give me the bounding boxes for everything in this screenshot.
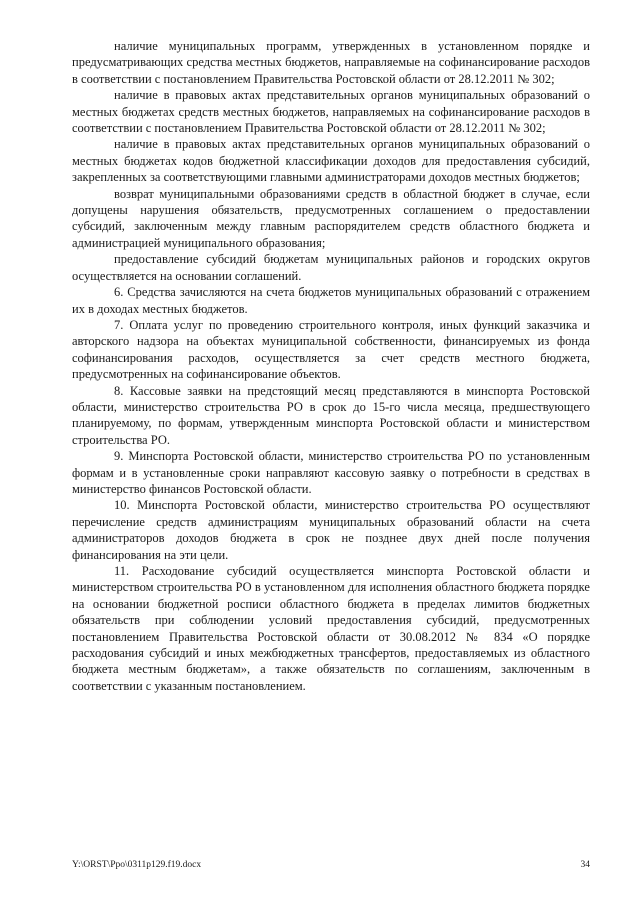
paragraph-municipal-programs: наличие муниципальных программ, утвержденных в установленном порядке и предусматривающих средства местных бюджетов, направляемые на софинансирование расходов в соответствии с постановлением Правительства Ростовской области от 28.12.2011 № 302; — [72, 39, 590, 86]
paragraph-item-10: 10. Минспорта Ростовской области, министерство строительства РО осуществляют перечисление средств администрациям муниципальных образований области на счета администраторов доходов бюджета в срок не позднее двух дней после получения финансирования на эти цели. — [72, 498, 590, 562]
paragraph-item-8: 8. Кассовые заявки на предстоящий месяц представляются в минспорта Ростовской области, министерство строительства РО в срок до 15-го числа месяца, предшествующего планируемому, по формам, утвержденным минспорта Ростовской области и министерством строительства РО. — [72, 383, 590, 447]
paragraph-item-6: 6. Средства зачисляются на счета бюджетов муниципальных образований с отражением их в доходах местных бюджетов. — [72, 285, 590, 316]
paragraph-budget-codes: наличие в правовых актах представительных органов муниципальных образований о местных бюджетах кодов бюджетной классификации доходов для предоставления субсидий, закрепленных за соответствующими главными администраторами доходов местных бюджетов; — [72, 137, 590, 185]
paragraph-agreements: предоставление субсидий бюджетам муниципальных районов и городских округов осуществляется на основании соглашений. — [72, 252, 590, 283]
paragraph-funds-return: возврат муниципальными образованиями средств в областной бюджет в случае, если допущены нарушения обязательств, предусмотренных соглашением о предоставлении субсидий, заключенным между главным распорядителем средств областного бюджета и администрацией муниципального образования; — [72, 186, 590, 250]
paragraph-item-7: 7. Оплата услуг по проведению строительного контроля, иных функций заказчика и авторского надзора на объектах муниципальной собственности, финансируемых из фонда софинансирования расходов, осуществляется за счет средств местного бюджета, предусмотренных на софинансирование объектов. — [72, 317, 590, 382]
paragraph-budget-funds: наличие в правовых актах представительных органов муниципальных образований о местных бюджетах средств местных бюджетов, направляемых на софинансирование расходов в соответствии с постановлением Правительства Ростовской области от 28.12.2011 № 302; — [72, 88, 590, 136]
paragraph-item-11: 11. Расходование субсидий осуществляется минспорта Ростовской области и министерством строительства РО в установленном для исполнения областного бюджета порядке на основании бюджетной росписи областного бюджета в пределах лимитов бюджетных обязательств при соблюдении условий предоставления субсидий, предусмотренных постановлением Правительства Ростовской области от 30.08.2012 № 834 «О порядке расходования субсидий и иных межбюджетных трансфертов, предоставляемых из областного бюджета местным бюджетам», а также обязательств по соглашениям, заключенным в соответствии с указанным постановлением. — [72, 564, 590, 693]
page-number: 34 — [580, 860, 590, 870]
footer-file-path: Y:\ORST\Ppo\0311p129.f19.docx — [72, 860, 202, 870]
document-body — [72, 38, 590, 694]
paragraph-item-9: 9. Минспорта Ростовской области, министерство строительства РО по установленным формам и в установленные сроки направляют кассовую заявку о потребности в средствах в министерство финансов Ростовской области. — [72, 449, 590, 496]
